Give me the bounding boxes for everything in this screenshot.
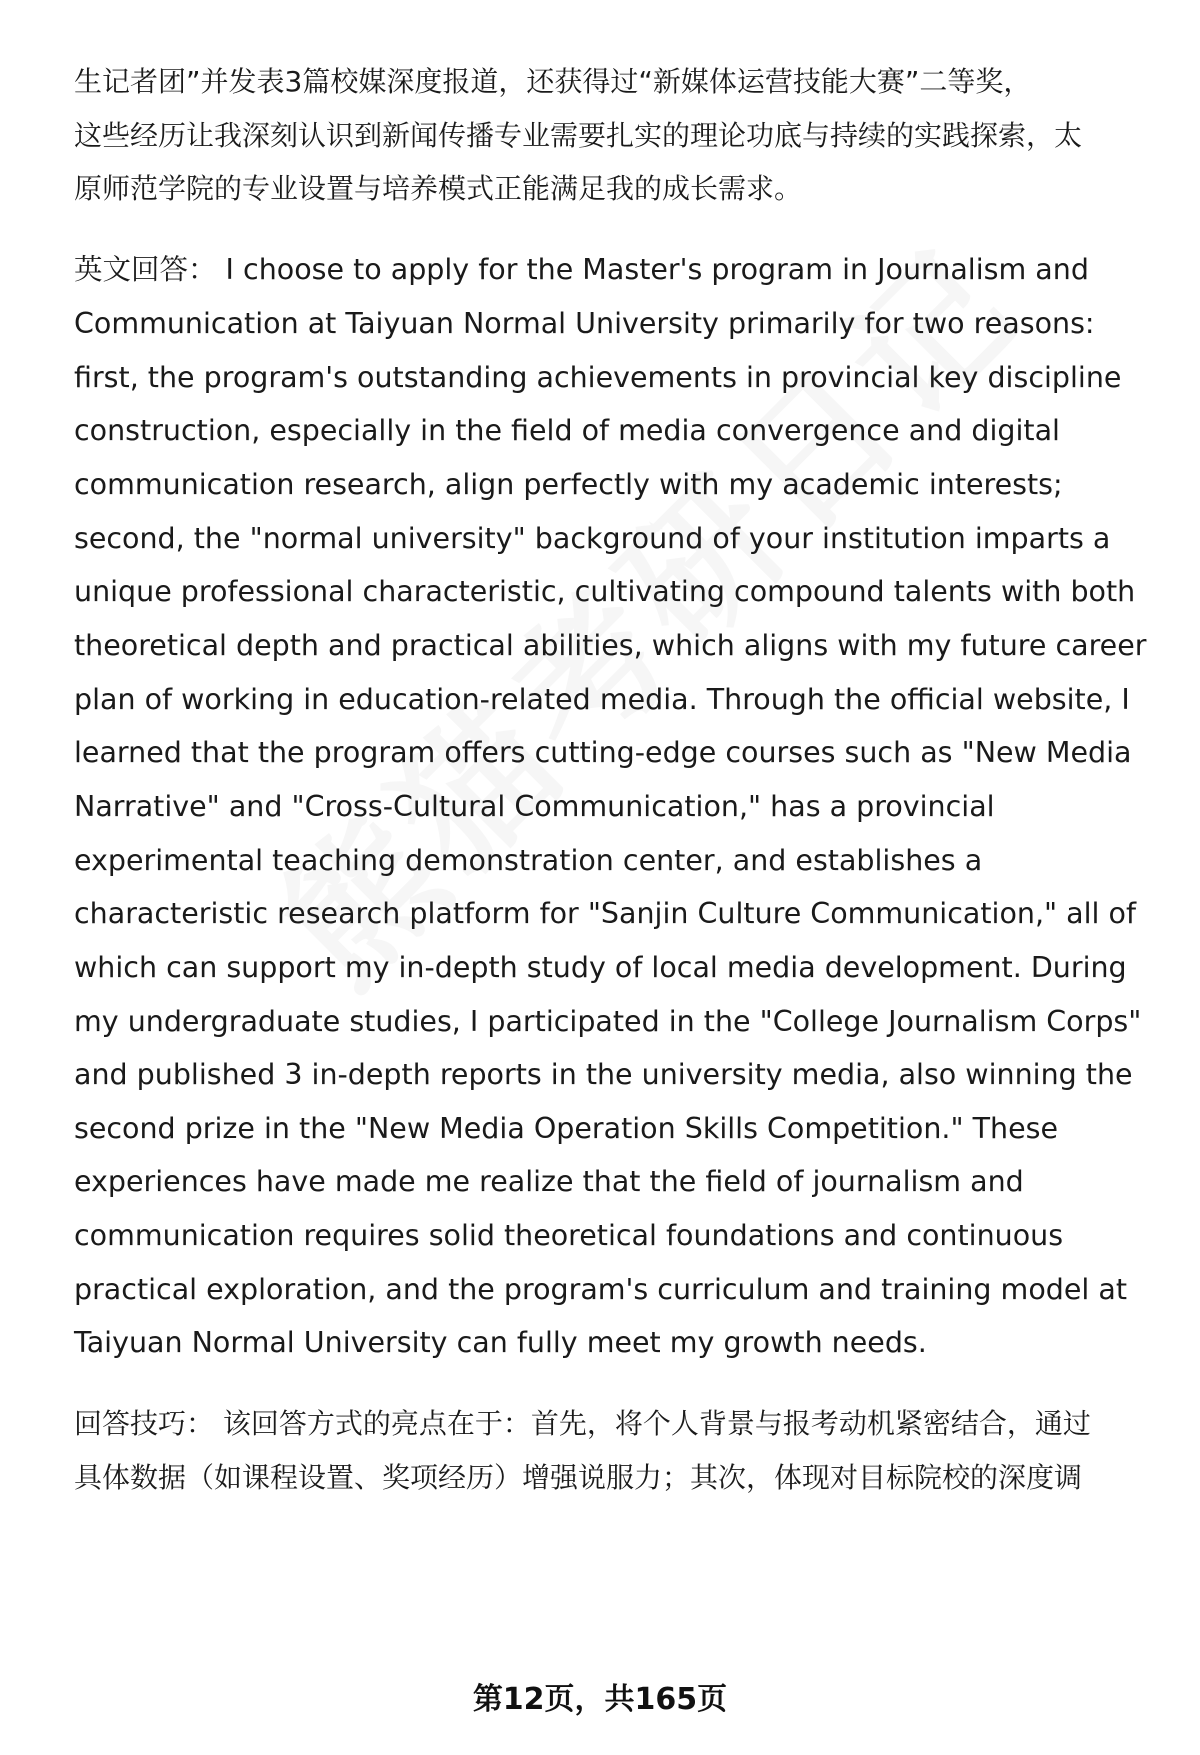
english-answer-line: and published 3 in-depth reports in the university media, also winning the bbox=[74, 1058, 1133, 1091]
english-answer-line: plan of working in education-related media. Through the official website, I bbox=[74, 683, 1130, 716]
english-answer-line: experiences have made me realize that the field of journalism and bbox=[74, 1165, 1024, 1198]
intro-line: 这些经历让我深刻认识到新闻传播专业需要扎实的理论功底与持续的实践探索，太 bbox=[74, 119, 1083, 152]
english-answer-line: characteristic research platform for "Sanjin Culture Communication," all of bbox=[74, 897, 1137, 930]
english-answer-line: experimental teaching demonstration center, and establishes a bbox=[74, 844, 983, 877]
english-answer-line: Taiyuan Normal University can fully meet my growth needs. bbox=[74, 1326, 927, 1359]
tips-line: 具体数据（如课程设置、奖项经历）增强说服力；其次，体现对目标院校的深度调 bbox=[74, 1461, 1083, 1494]
english-answer-line: 英文回答： I choose to apply for the Master's program in Journalism and bbox=[74, 253, 1089, 286]
english-answer-line: communication requires solid theoretical foundations and continuous bbox=[74, 1219, 1064, 1252]
english-answer-line: my undergraduate studies, I participated in the "College Journalism Corps" bbox=[74, 1005, 1142, 1038]
intro-line: 生记者团”并发表3篇校媒深度报道，还获得过“新媒体运营技能大赛”二等奖， bbox=[74, 65, 1032, 98]
english-answer-line: theoretical depth and practical abilities, which aligns with my future career bbox=[74, 629, 1147, 662]
english-answer-line: practical exploration, and the program's curriculum and training model at bbox=[74, 1273, 1127, 1306]
english-answer-line: which can support my in-depth study of local media development. During bbox=[74, 951, 1127, 984]
english-answer-line: first, the program's outstanding achievements in provincial key discipline bbox=[74, 361, 1122, 394]
intro-line: 原师范学院的专业设置与培养模式正能满足我的成长需求。 bbox=[74, 172, 803, 205]
english-answer-line: construction, especially in the field of media convergence and digital bbox=[74, 414, 1060, 447]
english-answer-line: second, the "normal university" background of your institution imparts a bbox=[74, 522, 1111, 555]
english-answer-line: unique professional characteristic, cultivating compound talents with both bbox=[74, 575, 1136, 608]
english-answer-line: second prize in the "New Media Operation Skills Competition." These bbox=[74, 1112, 1059, 1145]
page-number: 第12页，共165页 bbox=[472, 1682, 728, 1717]
english-answer-line: Communication at Taiyuan Normal University primarily for two reasons: bbox=[74, 307, 1095, 340]
english-answer-line: communication research, align perfectly with my academic interests; bbox=[74, 468, 1063, 501]
english-answer-line: Narrative" and "Cross-Cultural Communication," has a provincial bbox=[74, 790, 995, 823]
tips-line: 回答技巧： 该回答方式的亮点在于：首先，将个人背景与报考动机紧密结合，通过 bbox=[74, 1407, 1091, 1440]
english-answer-line: learned that the program offers cutting-edge courses such as "New Media bbox=[74, 736, 1132, 769]
